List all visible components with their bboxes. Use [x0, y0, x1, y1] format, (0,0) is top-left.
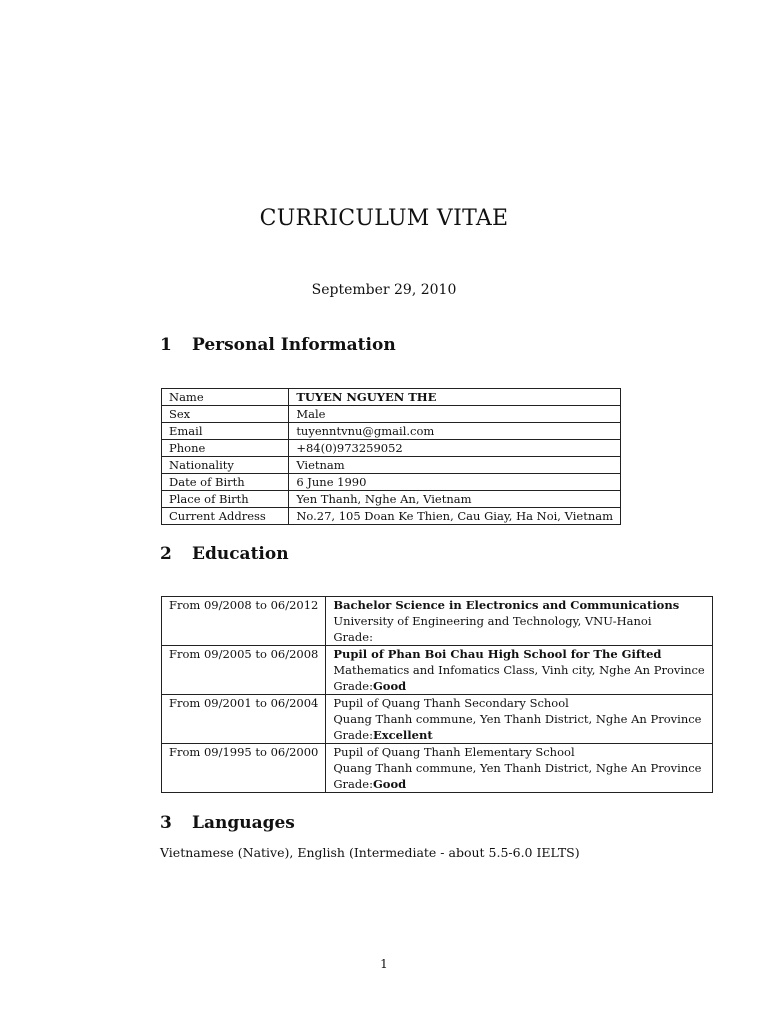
table-row [162, 389, 621, 406]
document-date: September 29, 2010 [311, 282, 457, 298]
table-row [162, 695, 713, 744]
table-row [162, 646, 713, 695]
grade-line [333, 678, 704, 694]
field-value: No.27, 105 Doan Ke Thien, Cau Giay, Ha Noi, Vietnam [289, 508, 621, 525]
field-value: 6 June 1990 [289, 474, 621, 491]
field-value: Yen Thanh, Nghe An, Vietnam [289, 491, 621, 508]
grade-value: Good [372, 679, 407, 693]
period-cell: From 09/2008 to 06/2012 [162, 597, 326, 646]
education-table [161, 596, 713, 793]
school-detail: Quang Thanh commune, Yen Thanh District, Nghe An Province [333, 712, 702, 726]
field-label: Phone [162, 440, 289, 457]
section-heading-personal [160, 335, 396, 355]
section-heading-education [160, 544, 289, 564]
detail-cell [326, 597, 712, 646]
grade-label: Grade: [333, 728, 373, 742]
school-name: Pupil of Quang Thanh Elementary School [333, 745, 575, 759]
field-label: Name [162, 389, 289, 406]
detail-cell [326, 695, 712, 744]
grade-label: Grade: [333, 777, 373, 791]
field-value: tuyenntvnu@gmail.com [289, 423, 621, 440]
section-number: 3 [160, 813, 172, 833]
field-value: TUYEN NGUYEN THE [289, 389, 621, 406]
section-title: Languages [192, 813, 295, 833]
field-label: Place of Birth [162, 491, 289, 508]
table-row [162, 423, 621, 440]
period-cell: From 09/1995 to 06/2000 [162, 744, 326, 793]
school-name: Pupil of Quang Thanh Secondary School [333, 696, 569, 710]
grade-label: Grade: [333, 630, 373, 644]
field-label: Nationality [162, 457, 289, 474]
field-label: Email [162, 423, 289, 440]
grade-value: Excellent [372, 728, 433, 742]
table-row [162, 491, 621, 508]
section-heading-languages [160, 813, 295, 833]
table-row [162, 406, 621, 423]
table-row [162, 508, 621, 525]
page-number: 1 [380, 957, 388, 971]
school-name: Pupil of Phan Boi Chau High School for The Gifted [333, 647, 662, 661]
field-label: Current Address [162, 508, 289, 525]
grade-value: Good [372, 777, 407, 791]
grade-line [333, 629, 704, 645]
table-row [162, 744, 713, 793]
school-name: Bachelor Science in Electronics and Communications [333, 598, 680, 612]
school-detail: Quang Thanh commune, Yen Thanh District, Nghe An Province [333, 761, 702, 775]
table-row [162, 597, 713, 646]
document-title: CURRICULUM VITAE [259, 206, 509, 231]
school-detail: Mathematics and Infomatics Class, Vinh city, Nghe An Province [333, 663, 705, 677]
table-row [162, 474, 621, 491]
table-row [162, 457, 621, 474]
grade-line [333, 776, 704, 792]
period-cell: From 09/2005 to 06/2008 [162, 646, 326, 695]
field-value: +84(0)973259052 [289, 440, 621, 457]
personal-info-table [161, 388, 621, 525]
section-title: Personal Information [192, 335, 396, 355]
school-detail: University of Engineering and Technology, VNU-Hanoi [333, 614, 652, 628]
grade-line [333, 727, 704, 743]
section-number: 2 [160, 544, 172, 564]
grade-label: Grade: [333, 679, 373, 693]
languages-text: Vietnamese (Native), English (Intermediate - about 5.5-6.0 IELTS) [160, 845, 580, 860]
field-label: Date of Birth [162, 474, 289, 491]
section-title: Education [192, 544, 289, 564]
field-value: Vietnam [289, 457, 621, 474]
field-value: Male [289, 406, 621, 423]
table-row [162, 440, 621, 457]
section-number: 1 [160, 335, 172, 355]
detail-cell [326, 646, 712, 695]
period-cell: From 09/2001 to 06/2004 [162, 695, 326, 744]
field-label: Sex [162, 406, 289, 423]
detail-cell [326, 744, 712, 793]
